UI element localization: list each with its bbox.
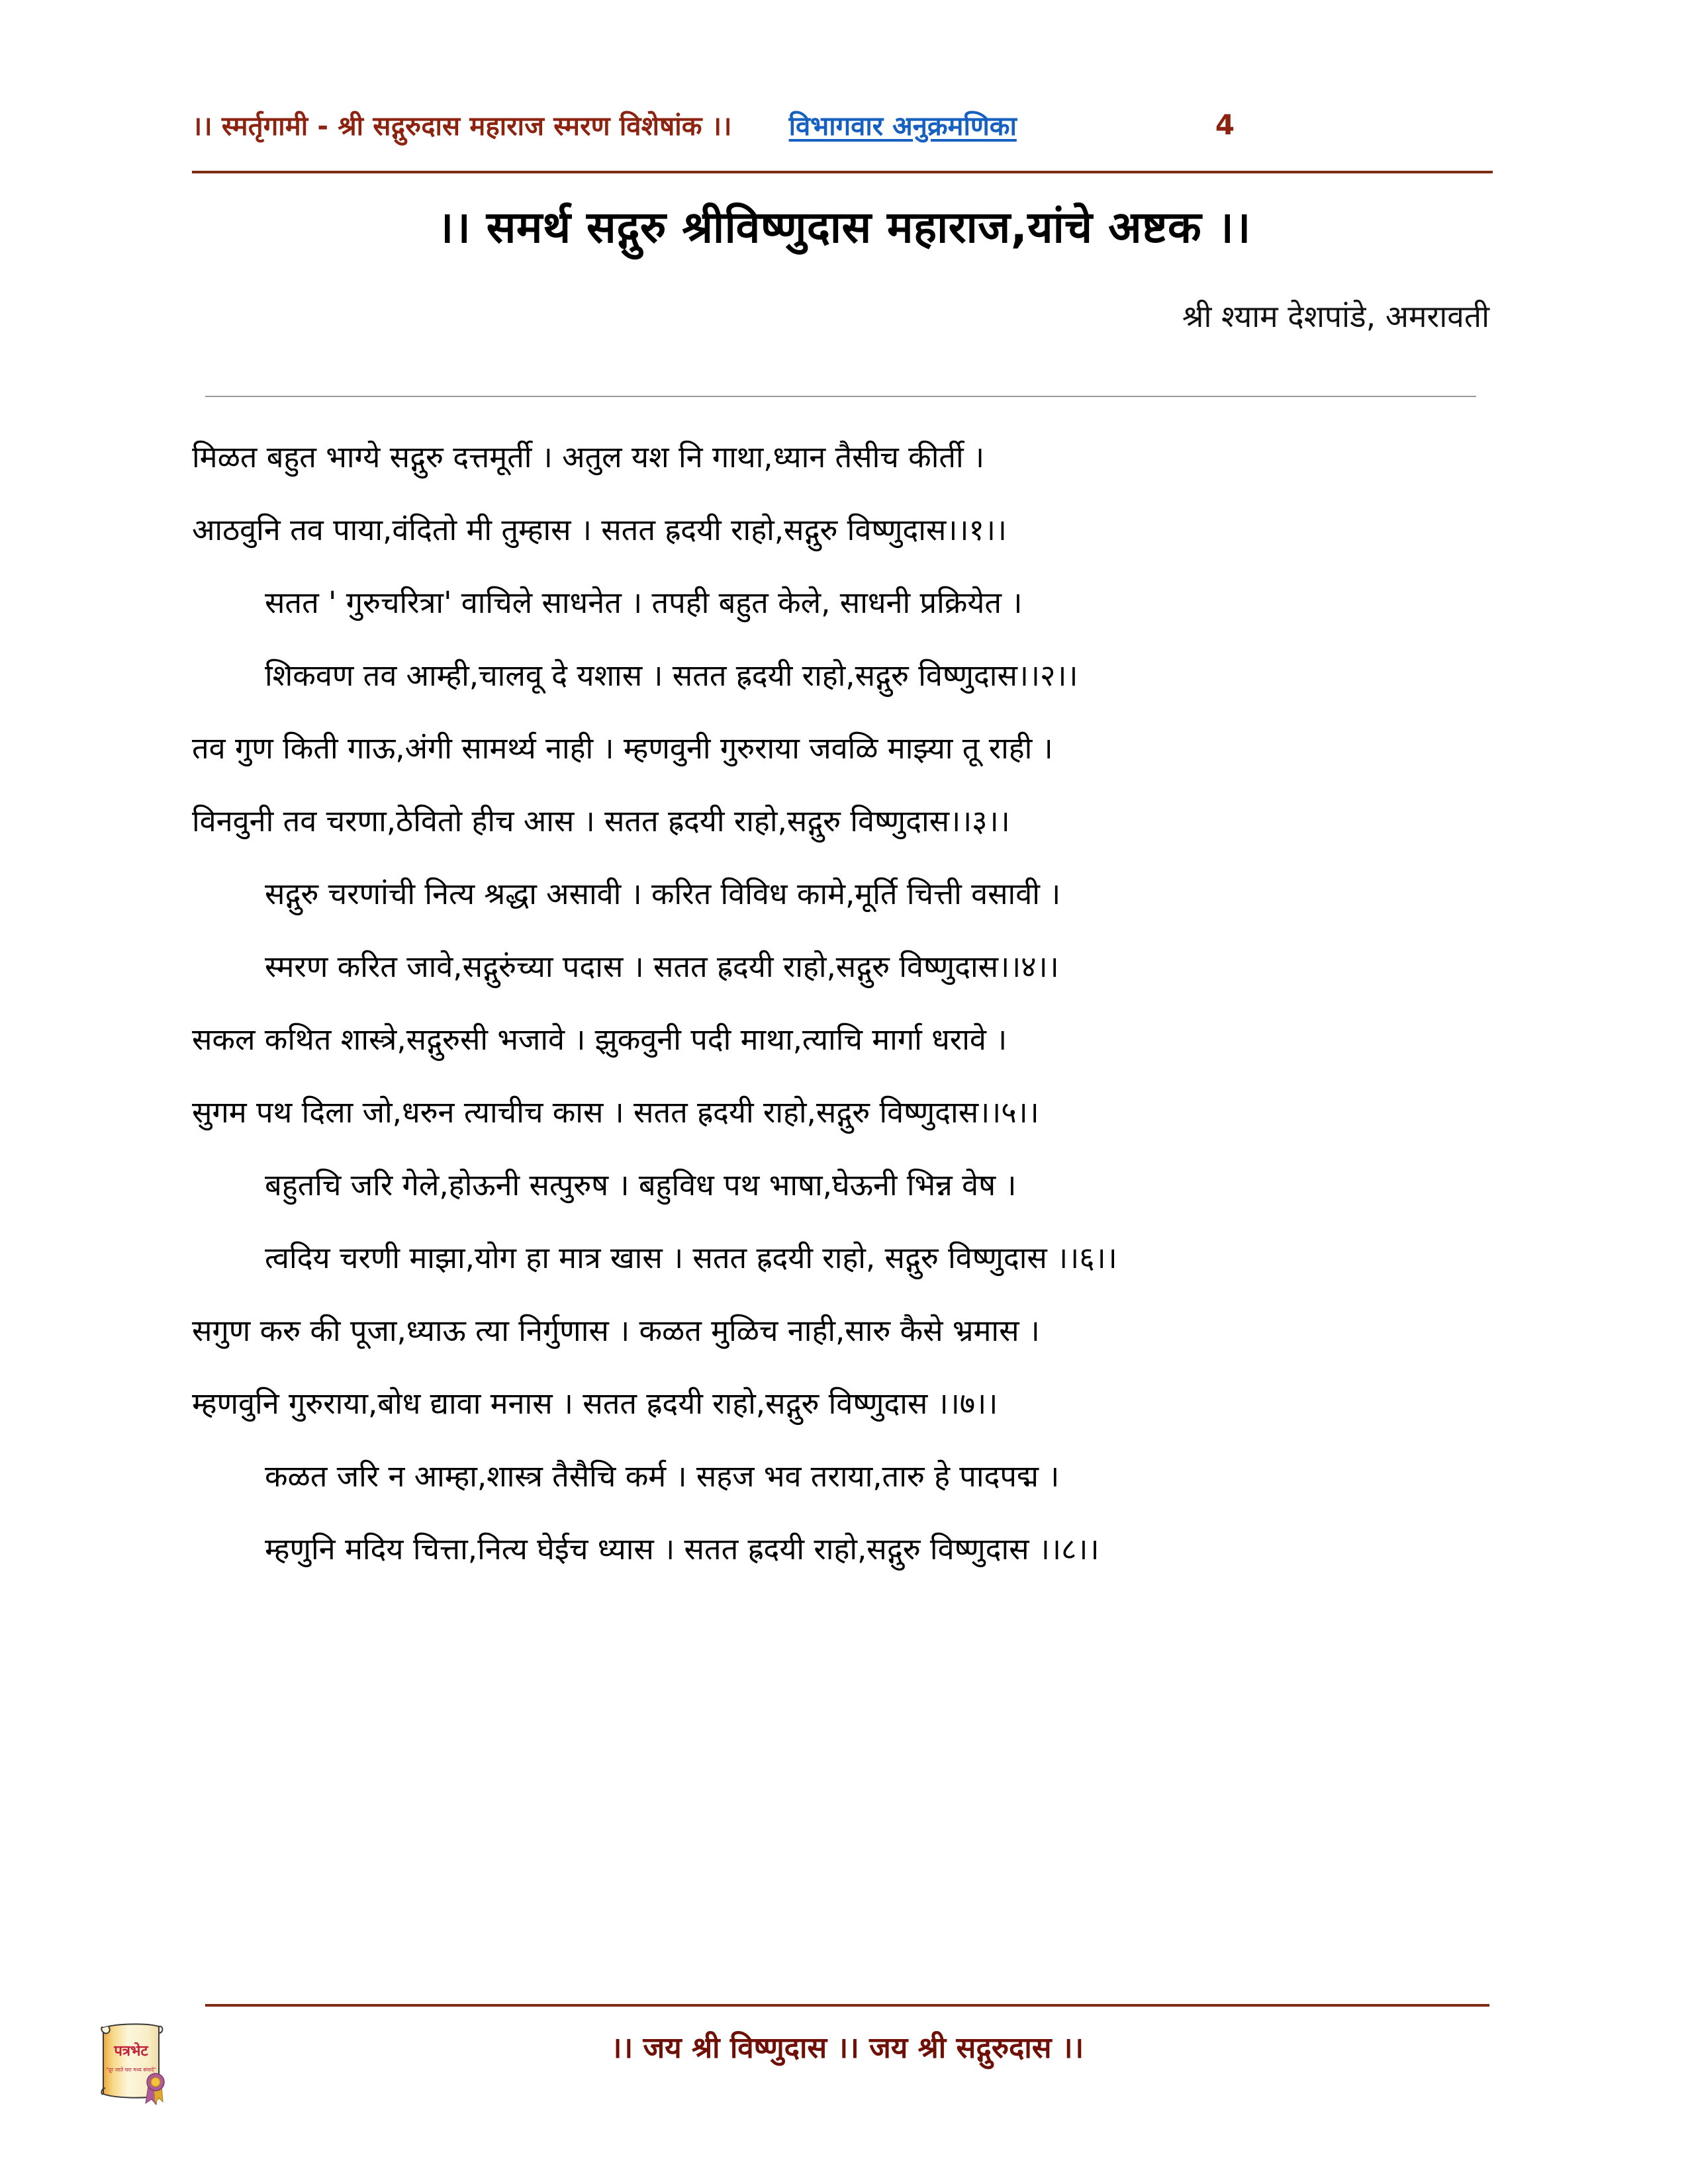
verse-line: कळत जरि न आम्हा,शास्त्र तैसैचि कर्म । सहज भव तराया,तारु हे पादपद्म । (265, 1459, 1060, 1494)
author-attribution: श्री श्याम देशपांडे, अमरावती (1182, 298, 1489, 334)
footer-divider (205, 2004, 1489, 2007)
svg-text:"दूर जाते घरा मध्य संवादे": "दूर जाते घरा मध्य संवादे" (105, 2067, 157, 2073)
verse-line: मिळत बहुत भाग्ये सद्गुरु दत्तमूर्ती । अतुल यश नि गाथा,ध्यान तैसीच कीर्ती । (192, 439, 985, 475)
verse-line: आठवुनि तव पाया,वंदितो मी तुम्हास । सतत ह्रदयी राहो,सद्गुरु विष्णुदास।।१।। (192, 512, 1007, 547)
verse-line: स्मरण करित जावे,सद्गुरुंच्या पदास । सतत ह्रदयी राहो,सद्गुरु विष्णुदास।।४।। (265, 949, 1059, 984)
verse-line: म्हणवुनि गुरुराया,बोध द्यावा मनास । सतत ह्रदयी राहो,सद्गुरु विष्णुदास ।।७।। (192, 1386, 998, 1421)
page-title: ।। समर्थ सद्गुरु श्रीविष्णुदास महाराज,यांचे अष्टक ।। (437, 202, 1251, 253)
verse-line: शिकवण तव आम्ही,चालवू दे यशास । सतत ह्रदयी राहो,सद्गुरु विष्णुदास।।२।। (265, 658, 1078, 693)
verse-line: सद्गुरु चरणांची नित्य श्रद्धा असावी । करित विविध कामे,मूर्ति चित्ती वसावी । (265, 876, 1061, 911)
verse-line: सकल कथित शास्त्रे,सद्गुरुसी भजावे । झुकवुनी पदी माथा,त्याचि मार्गा धरावे । (192, 1022, 1008, 1057)
verse-line: सगुण करु की पूजा,ध्याऊ त्या निर्गुणास । कळत मुळिच नाही,सारु कैसे भ्रमास । (192, 1313, 1040, 1348)
title-divider (205, 396, 1476, 397)
verse-line: सतत ' गुरुचरित्रा' वाचिले साधनेत । तपही बहुत केले, साधनी प्रक्रियेत । (265, 585, 1023, 620)
header-divider (192, 171, 1493, 173)
svg-text:पत्रभेट: पत्रभेट (114, 2043, 148, 2060)
verse-body (192, 421, 1516, 1586)
footer-invocation: ।। जय श्री विष्णुदास ।। जय श्री सद्गुरुदास ।। (610, 2031, 1084, 2065)
page-number: 4 (1215, 108, 1235, 141)
index-link[interactable]: विभागवार अनुक्रमणिका (788, 111, 1017, 142)
verse-line: सुगम पथ दिला जो,धरुन त्याचीच कास । सतत ह्रदयी राहो,सद्गुरु विष्णुदास।।५।। (192, 1095, 1039, 1130)
verse-line: त्वदिय चरणी माझा,योग हा मात्र खास । सतत ह्रदयी राहो, सद्गुरु विष्णुदास ।।६।। (265, 1240, 1117, 1275)
magazine-title: ।। स्मर्तृगामी - श्री सद्गुरुदास महाराज स्मरण विशेषांक ।। (192, 111, 732, 142)
patrabhet-scroll-logo (85, 2017, 184, 2116)
verse-line: बहुतचि जरि गेले,होऊनी सत्पुरुष । बहुविध पथ भाषा,घेऊनी भिन्न वेष । (265, 1167, 1017, 1203)
verse-line: विनवुनी तव चरणा,ठेवितो हीच आस । सतत ह्रदयी राहो,सद्गुरु विष्णुदास।।३।। (192, 803, 1010, 839)
verse-line: म्हणुनि मदिय चित्ता,नित्य घेईच ध्यास । सतत ह्रदयी राहो,सद्गुरु विष्णुदास ।।८।। (265, 1531, 1100, 1567)
verse-line: तव गुण किती गाऊ,अंगी सामर्थ्य नाही । म्हणवुनी गुरुराया जवळि माझ्या तू राही । (192, 731, 1053, 766)
page-header (192, 93, 1489, 156)
